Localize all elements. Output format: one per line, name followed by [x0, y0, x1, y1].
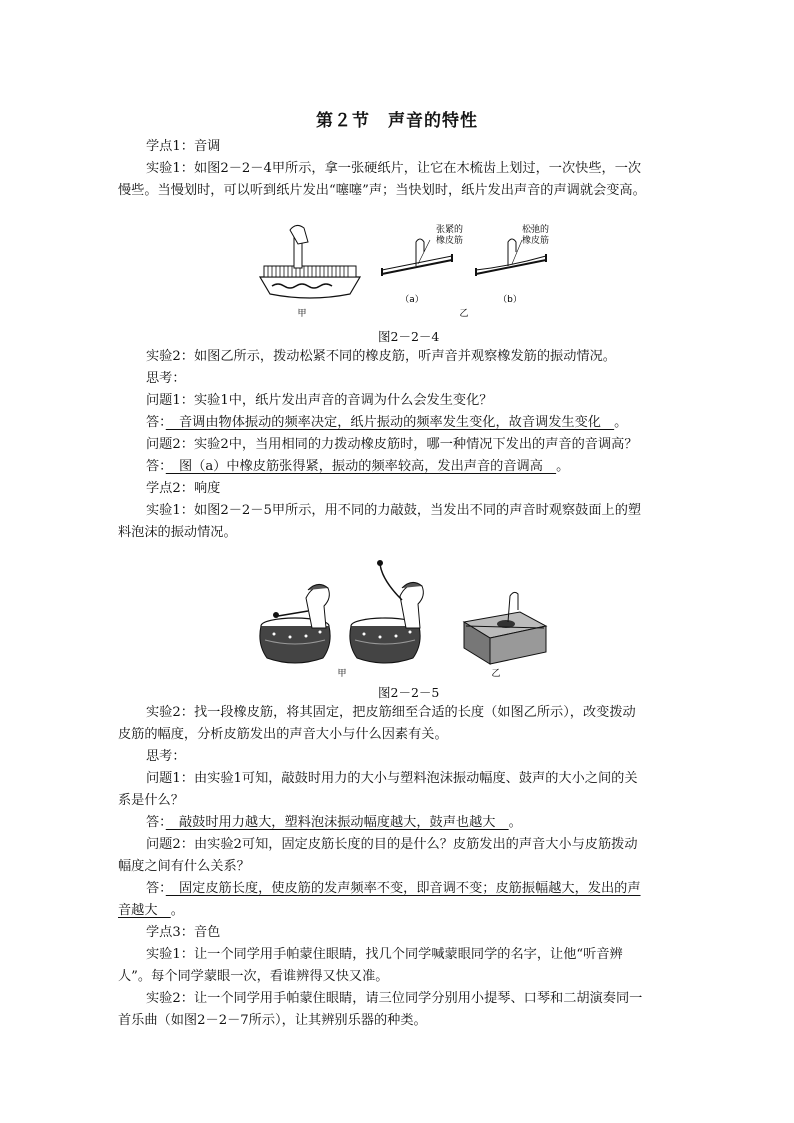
- answer-text: 音越大: [118, 903, 171, 918]
- figure-caption-2-2-5: 图2－2－5: [378, 685, 440, 700]
- fig-label-b: （b）: [498, 295, 522, 305]
- fig-label-yi: 乙: [459, 309, 469, 319]
- section2-think: 思考：: [146, 749, 186, 764]
- section3-exp1-line2: 人”。每个同学蒙眼一次，看谁辨得又快又准。: [118, 969, 389, 984]
- answer-text: 固定皮筋长度，使皮筋的发声频率不变，即音调不变；皮筋振幅越大，发出的声: [165, 881, 641, 896]
- section2-exp2-line2: 皮筋的幅度，分析皮筋发出的声音大小与什么因素有关。: [118, 727, 448, 742]
- rubber-band-box-illustration: [464, 592, 546, 664]
- section2-exp1-line2: 料泡沫的振动情况。: [118, 525, 237, 540]
- section2-question2-line2: 幅度之间有什么关系？: [118, 859, 250, 874]
- section3-exp2-line2: 首乐曲（如图2－2－7所示），让其辨别乐器的种类。: [118, 1013, 427, 1028]
- fig-label-jia-2: 甲: [337, 669, 347, 679]
- answer-end: 。: [508, 815, 522, 830]
- answer-prefix: 答：: [146, 415, 166, 430]
- fig-label-yi-2: 乙: [491, 669, 501, 679]
- section2-answer2-line1: [146, 881, 641, 897]
- page-title: 第２节 声音的特性: [316, 111, 478, 131]
- section1-exp2: 实验2：如图乙所示，拨动松紧不同的橡皮筋，听声音并观察橡发筋的振动情况。: [146, 349, 616, 364]
- fig-label-band-a: 橡皮筋: [436, 236, 464, 246]
- section2-question1-line2: 系是什么？: [118, 793, 184, 808]
- fig-label-loose: 松弛的: [522, 225, 550, 235]
- fig-label-band-b: 橡皮筋: [522, 236, 550, 246]
- section1-question1: 问题1：实验1中，纸片发出声音的音调为什么会发生变化？: [146, 393, 493, 408]
- section3-exp2-line1: 实验2：让一个同学用手帕蒙住眼睛，请三位同学分别用小提琴、口琴和二胡演奏同一: [146, 991, 643, 1006]
- answer-text: 音调由物体振动的频率决定，纸片振动的频率发生变化，故音调发生变化: [165, 415, 615, 430]
- section3-exp1-line1: 实验1：让一个同学用手帕蒙住眼睛，找几个同学喊蒙眼同学的名字，让他“听音辨: [146, 947, 623, 962]
- fig-label-a: （a）: [400, 295, 424, 305]
- section1-exp1-line2: 慢些。当慢划时，可以听到纸片发出“噻噻”声；当快划时，纸片发出声音的声调就会变高。: [118, 183, 646, 198]
- answer-end: 。: [170, 903, 184, 918]
- section2-heading: 学点2：响度: [146, 481, 221, 496]
- section1-heading: 学点1：音调: [146, 139, 221, 154]
- answer-prefix: 答：: [146, 881, 166, 896]
- figure-caption-2-2-4: 图2－2－4: [378, 329, 440, 344]
- section3-heading: 学点3：音色: [146, 925, 221, 940]
- fig-label-tight: 张紧的: [436, 225, 464, 235]
- figure-2-2-4: [250, 222, 570, 322]
- answer-prefix: 答：: [146, 459, 166, 474]
- section2-answer2-line2: [118, 903, 184, 919]
- section1-think: 思考：: [146, 371, 186, 386]
- drum-1-illustration: [260, 584, 330, 663]
- section1-answer1: [146, 415, 627, 431]
- section2-exp2-line1: 实验2：找一段橡皮筋，将其固定，把皮筋细至合适的长度（如图乙所示），改变拨动: [146, 705, 636, 720]
- answer-end: 。: [614, 415, 628, 430]
- answer-text: 敲鼓时用力越大，塑料泡沫振动幅度越大，鼓声也越大: [165, 815, 509, 830]
- section1-answer2: [146, 459, 569, 475]
- fig-label-jia: 甲: [297, 309, 307, 319]
- drum-2-illustration: [350, 560, 423, 663]
- section2-answer1: [146, 815, 522, 831]
- section1-exp1-line1: 实验1：如图2－2－4甲所示，拿一张硬纸片，让它在木梳齿上划过，一次快些，一次: [146, 161, 642, 176]
- section2-exp1-line1: 实验1：如图2－2－5甲所示，用不同的力敲鼓，当发出不同的声音时观察鼓面上的塑: [146, 503, 642, 518]
- figure-2-2-5: [250, 556, 560, 680]
- answer-prefix: 答：: [146, 815, 166, 830]
- section1-question2: 问题2：实验2中，当用相同的力拨动橡皮筋时，哪一种情况下发出的声音的音调高？: [146, 437, 638, 452]
- section2-question1-line1: 问题1：由实验1可知，敲鼓时用力的大小与塑料泡沫振动幅度、鼓声的大小之间的关: [146, 771, 638, 786]
- answer-end: 。: [556, 459, 570, 474]
- section2-question2-line1: 问题2：由实验2可知，固定皮筋长度的目的是什么？皮筋发出的声音大小与皮筋拨动: [146, 837, 638, 852]
- answer-text: 图（a）中橡皮筋张得紧，振动的频率较高，发出声音的音调高: [165, 459, 557, 474]
- comb-illustration: [260, 225, 360, 298]
